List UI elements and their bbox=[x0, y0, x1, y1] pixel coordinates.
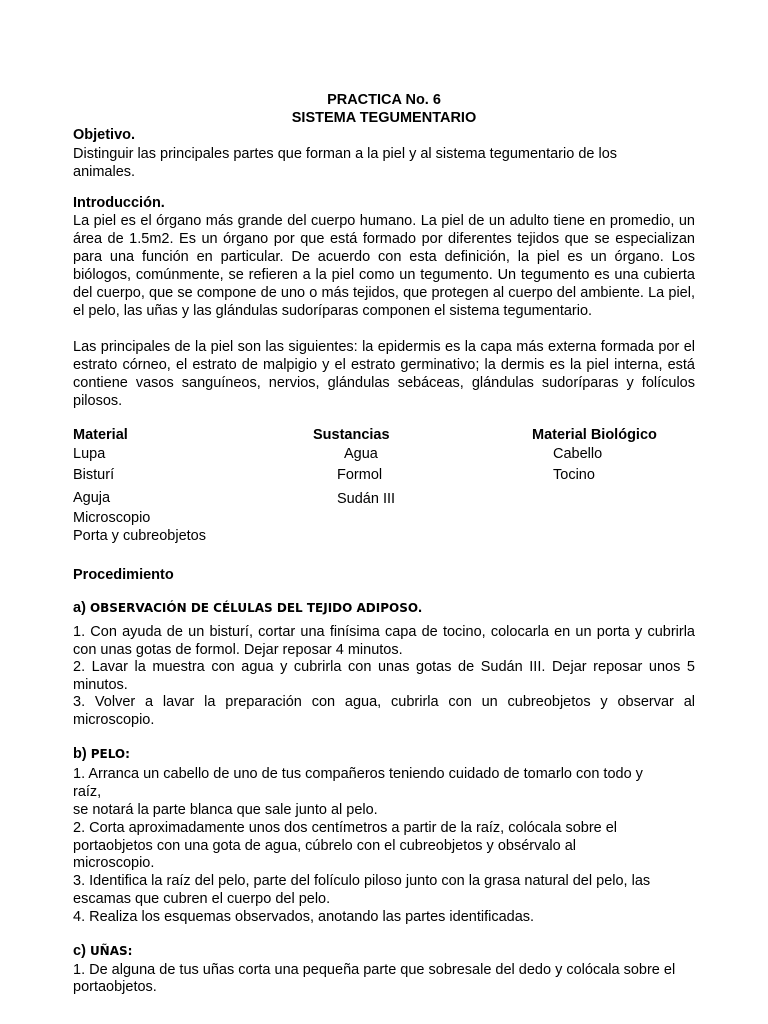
section-b-line: 1. Arranca un cabello de uno de tus compañeros teniendo cuidado de tomarlo con todo y bbox=[73, 766, 643, 782]
section-c-title: UÑAS: bbox=[89, 944, 133, 958]
section-a-step-2: 2. Lavar la muestra con agua y cubrirla con unas gotas de Sudán III. Dejar reposar unos 5 minutos. bbox=[73, 659, 695, 693]
section-b-line: se notará la parte blanca que sale junto al pelo. bbox=[73, 802, 378, 818]
material-item: Aguja bbox=[73, 490, 111, 506]
material-item: Microscopio bbox=[73, 510, 151, 526]
sustancias-header: Sustancias bbox=[313, 427, 390, 443]
section-c-heading bbox=[73, 943, 132, 959]
intro-paragraph-2: Las principales de la piel son las siguientes: la epidermis es la capa más externa formada por el estrato córneo, el estrato de malpigio y el estrato germinativo; la dermis es la piel interna, está contiene vasos sanguíneos, nervios, glándulas sebáceas, glándulas sudoríparas y folículos pilosos. bbox=[73, 339, 695, 409]
procedimiento-heading: Procedimiento bbox=[73, 567, 174, 583]
section-b-line: 4. Realiza los esquemas observados, anotando las partes identificadas. bbox=[73, 909, 535, 925]
section-a-title: OBSERVACIÓN DE CÉLULAS DEL TEJIDO ADIPOSO. bbox=[89, 601, 423, 615]
section-b-title: PELO: bbox=[90, 747, 130, 761]
material-item: Bisturí bbox=[73, 467, 115, 483]
biologico-item: Tocino bbox=[553, 467, 595, 483]
section-b-line: microscopio. bbox=[73, 855, 155, 871]
section-b-label: b) bbox=[73, 746, 87, 762]
sustancia-item: Agua bbox=[344, 446, 378, 462]
section-a-step-3: 3. Volver a lavar la preparación con agua, cubrirla con un cubreobjetos y observar al microscopio. bbox=[73, 694, 695, 728]
sustancia-item: Sudán III bbox=[337, 491, 396, 507]
objetivo-heading: Objetivo. bbox=[73, 127, 136, 143]
practice-subtitle: SISTEMA TEGUMENTARIO bbox=[291, 110, 477, 126]
section-c-label: c) bbox=[73, 943, 86, 959]
section-a-heading bbox=[73, 600, 422, 616]
section-b-line: escamas que cubren el cuerpo del pelo. bbox=[73, 891, 331, 907]
section-c-line: portaobjetos. bbox=[73, 979, 157, 995]
practice-title: PRACTICA No. 6 bbox=[327, 92, 441, 108]
section-b-line: raíz, bbox=[73, 784, 102, 800]
section-c-line: 1. De alguna de tus uñas corta una pequeña parte que sobresale del dedo y colócala sobre el bbox=[73, 962, 676, 978]
section-b-line: portaobjetos con una gota de agua, cúbrelo con el cubreobjetos y obsérvalo al bbox=[73, 838, 577, 854]
section-a-label: a) bbox=[73, 600, 86, 616]
biologico-header: Material Biológico bbox=[532, 427, 657, 443]
material-header: Material bbox=[73, 427, 128, 443]
biologico-item: Cabello bbox=[553, 446, 603, 462]
intro-paragraph-1: La piel es el órgano más grande del cuerpo humano. La piel de un adulto tiene en promedio, un área de 1.5m2. Es un órgano por que está formado por diferentes tejidos que se especializan para una función en particular. De acuerdo con esta definición, la piel es un órgano. Los biólogos, comúnmente, se refieren a la piel como un tegumento. Un tegumento es una cubierta del cuerpo, que se compone de uno o más tejidos, que protegen al cuerpo del ambiente. La piel, el pelo, las uñas y las glándulas sudoríparas componen el sistema tegumentario. bbox=[73, 213, 695, 319]
sustancia-item: Formol bbox=[337, 467, 383, 483]
section-a-step-1: 1. Con ayuda de un bisturí, cortar una finísima capa de tocino, colocarla en un porta y cubrirla con unas gotas de formol. Dejar reposar 4 minutos. bbox=[73, 624, 695, 658]
material-item: Porta y cubreobjetos bbox=[73, 528, 206, 544]
section-b-line: 2. Corta aproximadamente unos dos centímetros a partir de la raíz, colócala sobre el bbox=[73, 820, 618, 836]
section-b-heading bbox=[73, 746, 130, 762]
material-item: Lupa bbox=[73, 446, 106, 462]
section-b-line: 3. Identifica la raíz del pelo, parte del folículo piloso junto con la grasa natural del pelo, las bbox=[73, 873, 651, 889]
objetivo-text: Distinguir las principales partes que forman a la piel y al sistema tegumentario de los animales. bbox=[73, 146, 618, 180]
intro-heading: Introducción. bbox=[73, 195, 165, 211]
